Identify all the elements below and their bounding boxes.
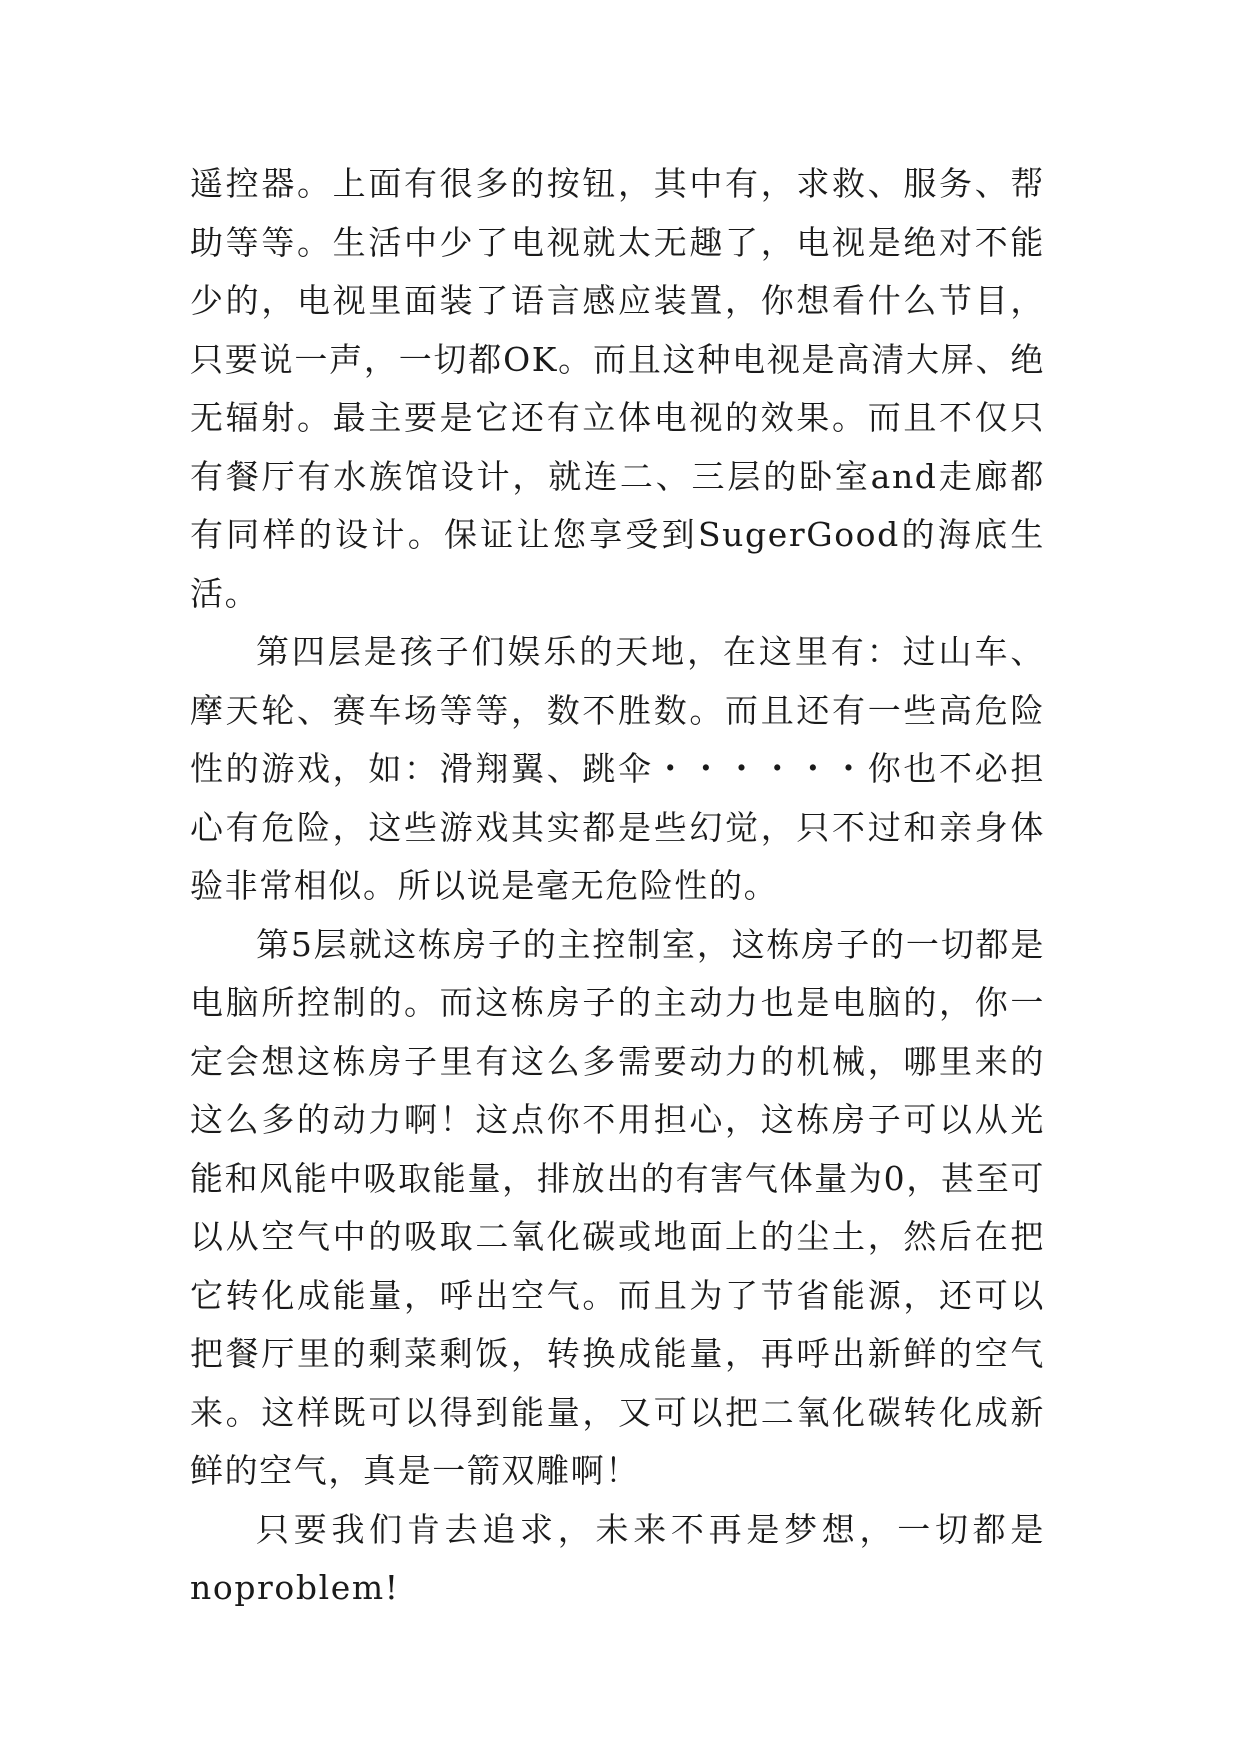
document-body <box>190 155 1045 1618</box>
paragraph-conclusion: 只要我们肯去追求，未来不再是梦想，一切都是noproblem! <box>190 1509 1045 1607</box>
paragraph-fourth-floor: 第四层是孩子们娱乐的天地，在这里有：过山车、摩天轮、赛车场等等，数不胜数。而且还有一些高危险性的游戏，如：滑翔翼、跳伞・・・・・・你也不必担心有危险，这些游戏其实都是些幻觉，只不过和亲身体验非常相似。所以说是毫无危险性的。 <box>190 632 1045 905</box>
paragraph-fifth-floor: 第5层就这栋房子的主控制室，这栋房子的一切都是电脑所控制的。而这栋房子的主动力也是电脑的，你一定会想这栋房子里有这么多需要动力的机械，哪里来的这么多的动力啊！这点你不用担心，这栋房子可以从光能和风能中吸取能量，排放出的有害气体量为0，甚至可以从空气中的吸取二氧化碳或地面上的尘土，然后在把它转化成能量，呼出空气。而且为了节省能源，还可以把餐厅里的剩菜剩饭，转换成能量，再呼出新鲜的空气来。这样既可以得到能量，又可以把二氧化碳转化成新鲜的空气，真是一箭双雕啊！ <box>190 924 1045 1490</box>
paragraph-remote-control-tv: 遥控器。上面有很多的按钮，其中有，求救、服务、帮助等等。生活中少了电视就太无趣了，电视是绝对不能少的，电视里面装了语言感应装置，你想看什么节目，只要说一声，一切都OK。而且这种电视是高清大屏、绝无辐射。最主要是它还有立体电视的效果。而且不仅只有餐厅有水族馆设计，就连二、三层的卧室and走廊都有同样的设计。保证让您享受到SugerGood的海底生活。 <box>190 164 1045 613</box>
